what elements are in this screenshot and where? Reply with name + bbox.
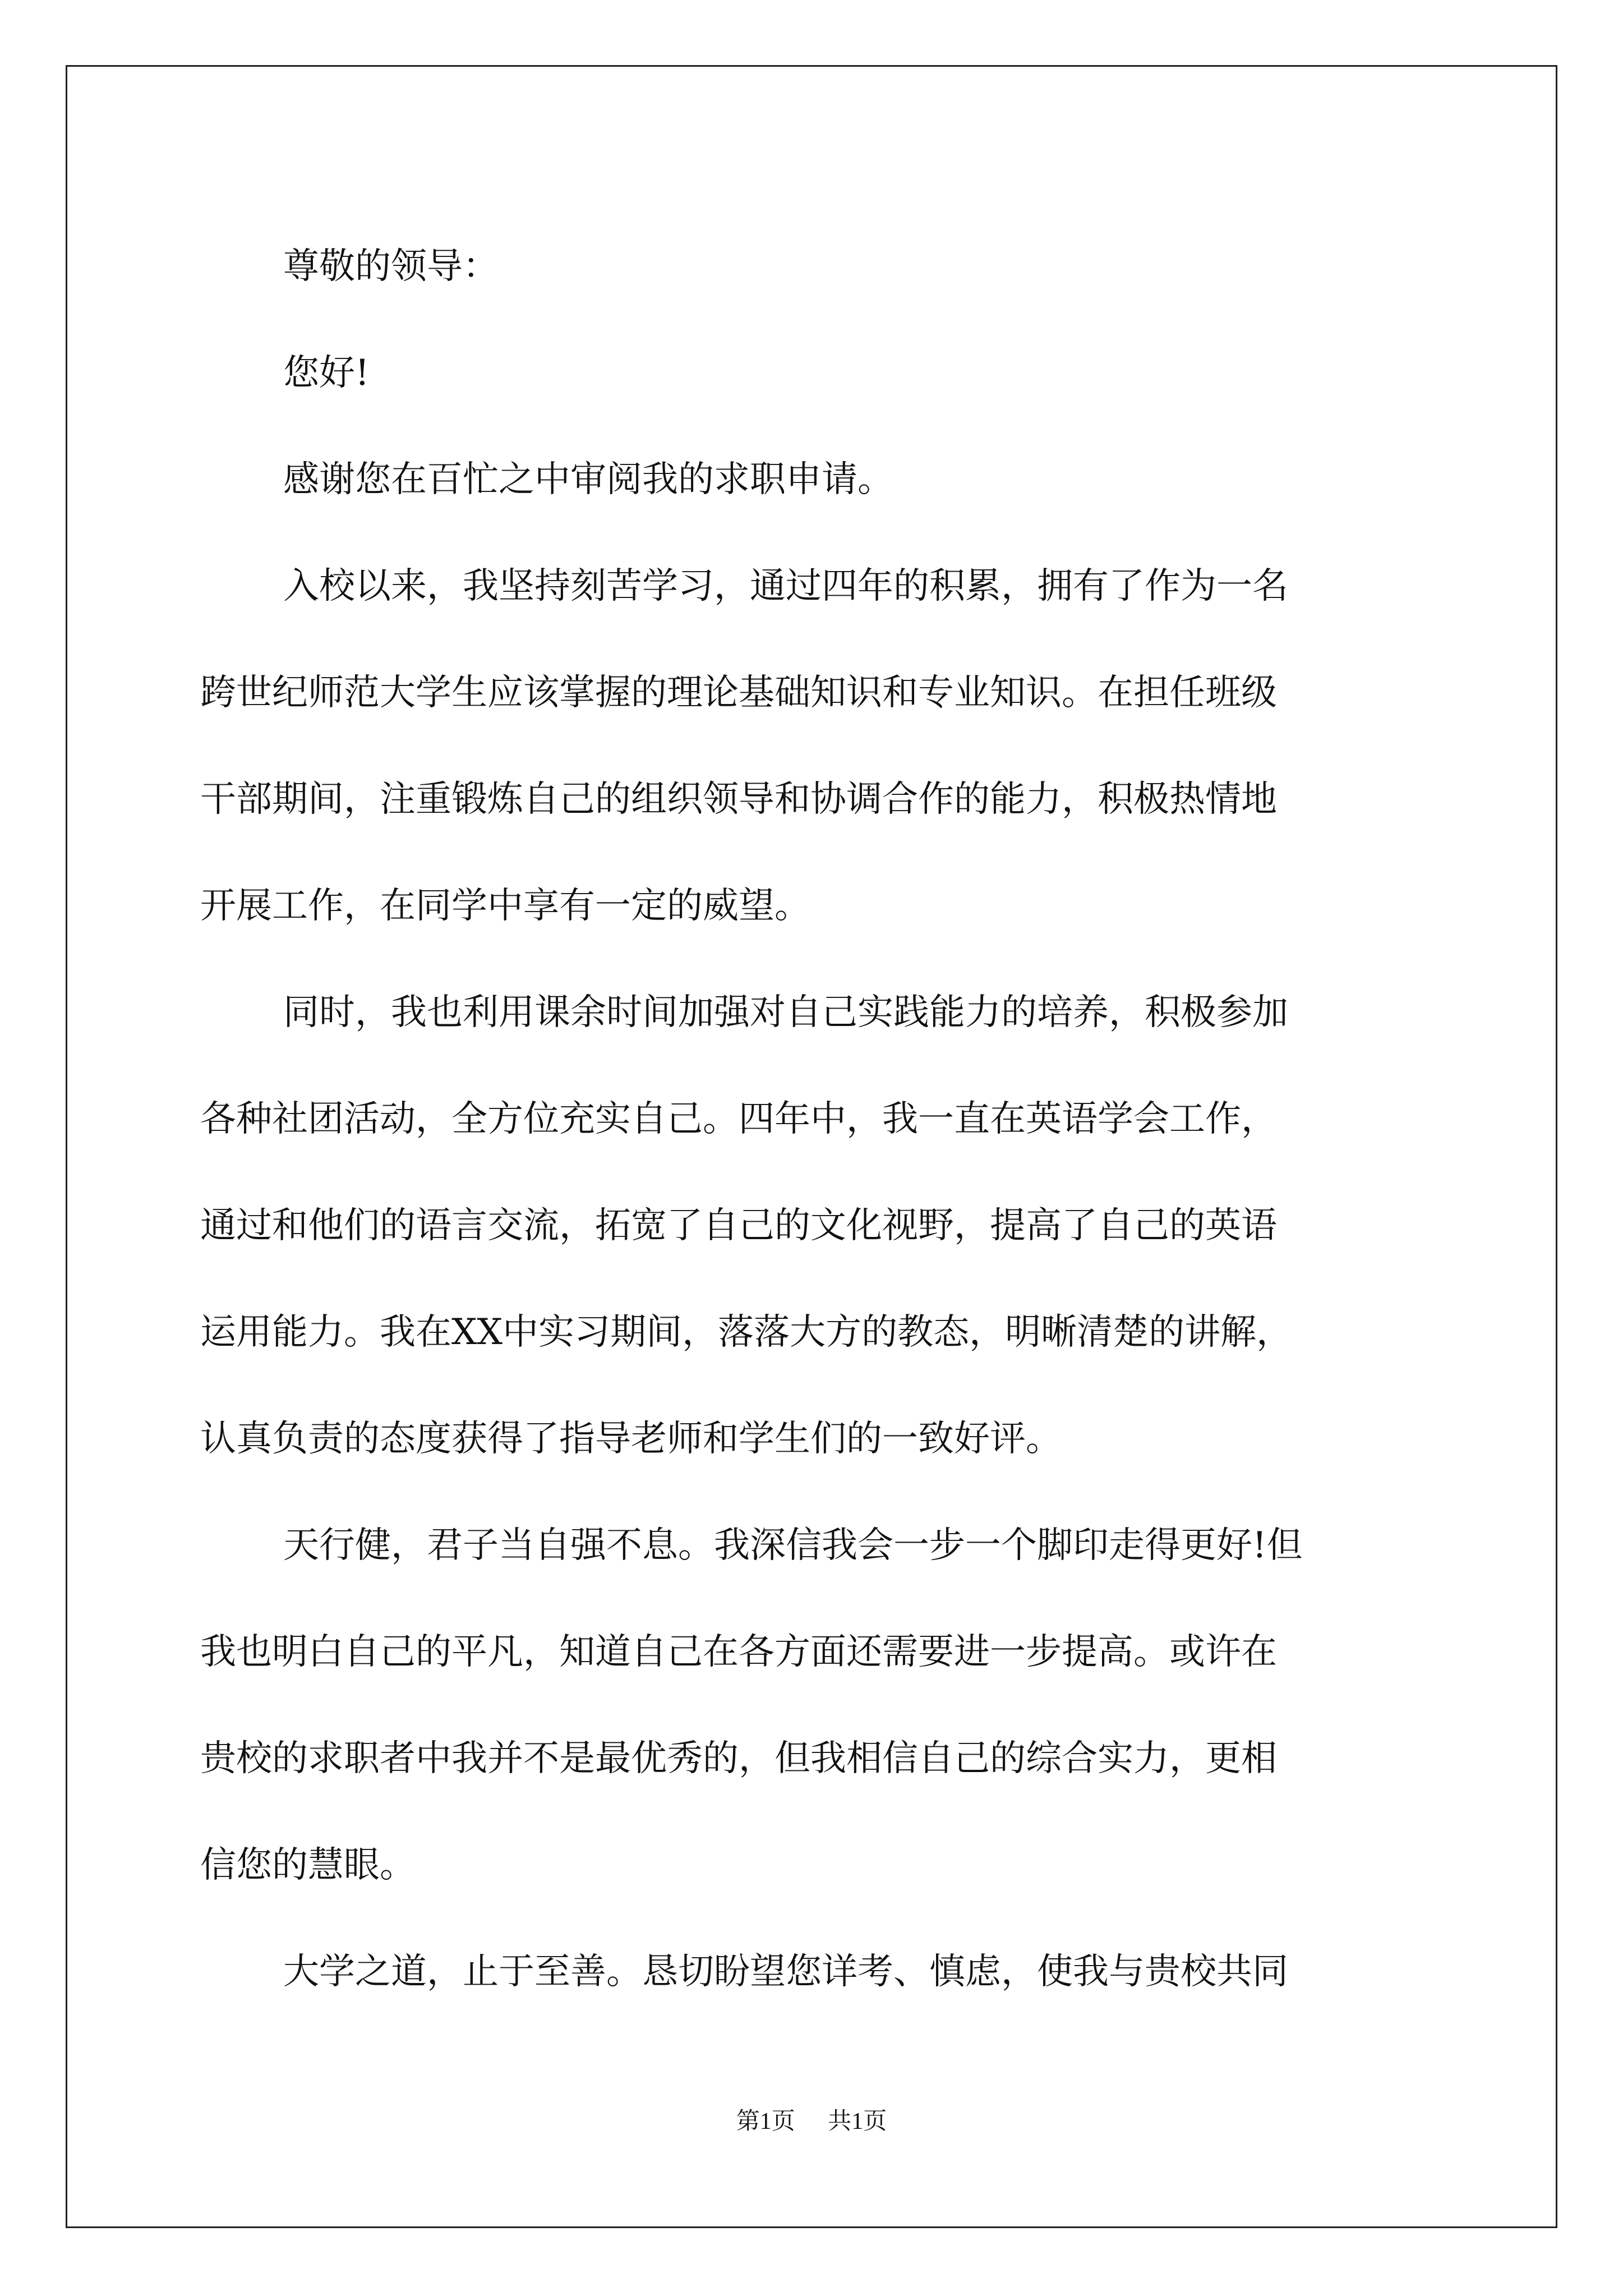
letter-body bbox=[200, 213, 1445, 2025]
greeting: 您好! bbox=[283, 352, 370, 394]
paragraph-study-line: 入校以来，我坚持刻苦学习，通过四年的积累，拥有了作为一名 bbox=[283, 565, 1288, 607]
paragraph-practice-line: 同时，我也利用课余时间加强对自己实践能力的培养，积极参加 bbox=[283, 992, 1288, 1033]
page-footer bbox=[0, 2102, 1623, 2136]
paragraph-practice-line: 通过和他们的语言交流，拓宽了自己的文化视野，提高了自己的英语 bbox=[200, 1205, 1277, 1246]
paragraph-study-line: 开展工作，在同学中享有一定的威望。 bbox=[200, 885, 810, 927]
page-number-total: 共1页 bbox=[828, 2109, 887, 2134]
paragraph-aspiration-line: 我也明白自己的平凡，知道自己在各方面还需要进一步提高。或许在 bbox=[200, 1631, 1277, 1673]
paragraph-aspiration-line: 信您的慧眼。 bbox=[200, 1844, 416, 1886]
paragraph-thanks: 感谢您在百忙之中审阅我的求职申请。 bbox=[283, 459, 893, 500]
paragraph-practice-line: 各种社团活动，全方位充实自己。四年中，我一直在英语学会工作， bbox=[200, 1098, 1277, 1140]
salutation: 尊敬的领导： bbox=[283, 246, 499, 287]
paragraph-study-line: 干部期间，注重锻炼自己的组织领导和协调合作的能力，积极热情地 bbox=[200, 779, 1277, 820]
paragraph-study-line: 跨世纪师范大学生应该掌握的理论基础知识和专业知识。在担任班级 bbox=[200, 672, 1277, 714]
paragraph-practice-line: 认真负责的态度获得了指导老师和学生们的一致好评。 bbox=[200, 1418, 1062, 1460]
paragraph-closing-line: 大学之道，止于至善。恳切盼望您详考、慎虑，使我与贵校共同 bbox=[283, 1951, 1288, 1993]
paragraph-aspiration-line: 天行健，君子当自强不息。我深信我会一步一个脚印走得更好!但 bbox=[283, 1525, 1303, 1566]
paragraph-aspiration-line: 贵校的求职者中我并不是最优秀的，但我相信自己的综合实力，更相 bbox=[200, 1738, 1277, 1779]
paragraph-practice-line: 运用能力。我在XX中实习期间，落落大方的教态，明晰清楚的讲解， bbox=[200, 1312, 1293, 1353]
page-number-current: 第1页 bbox=[736, 2109, 795, 2134]
